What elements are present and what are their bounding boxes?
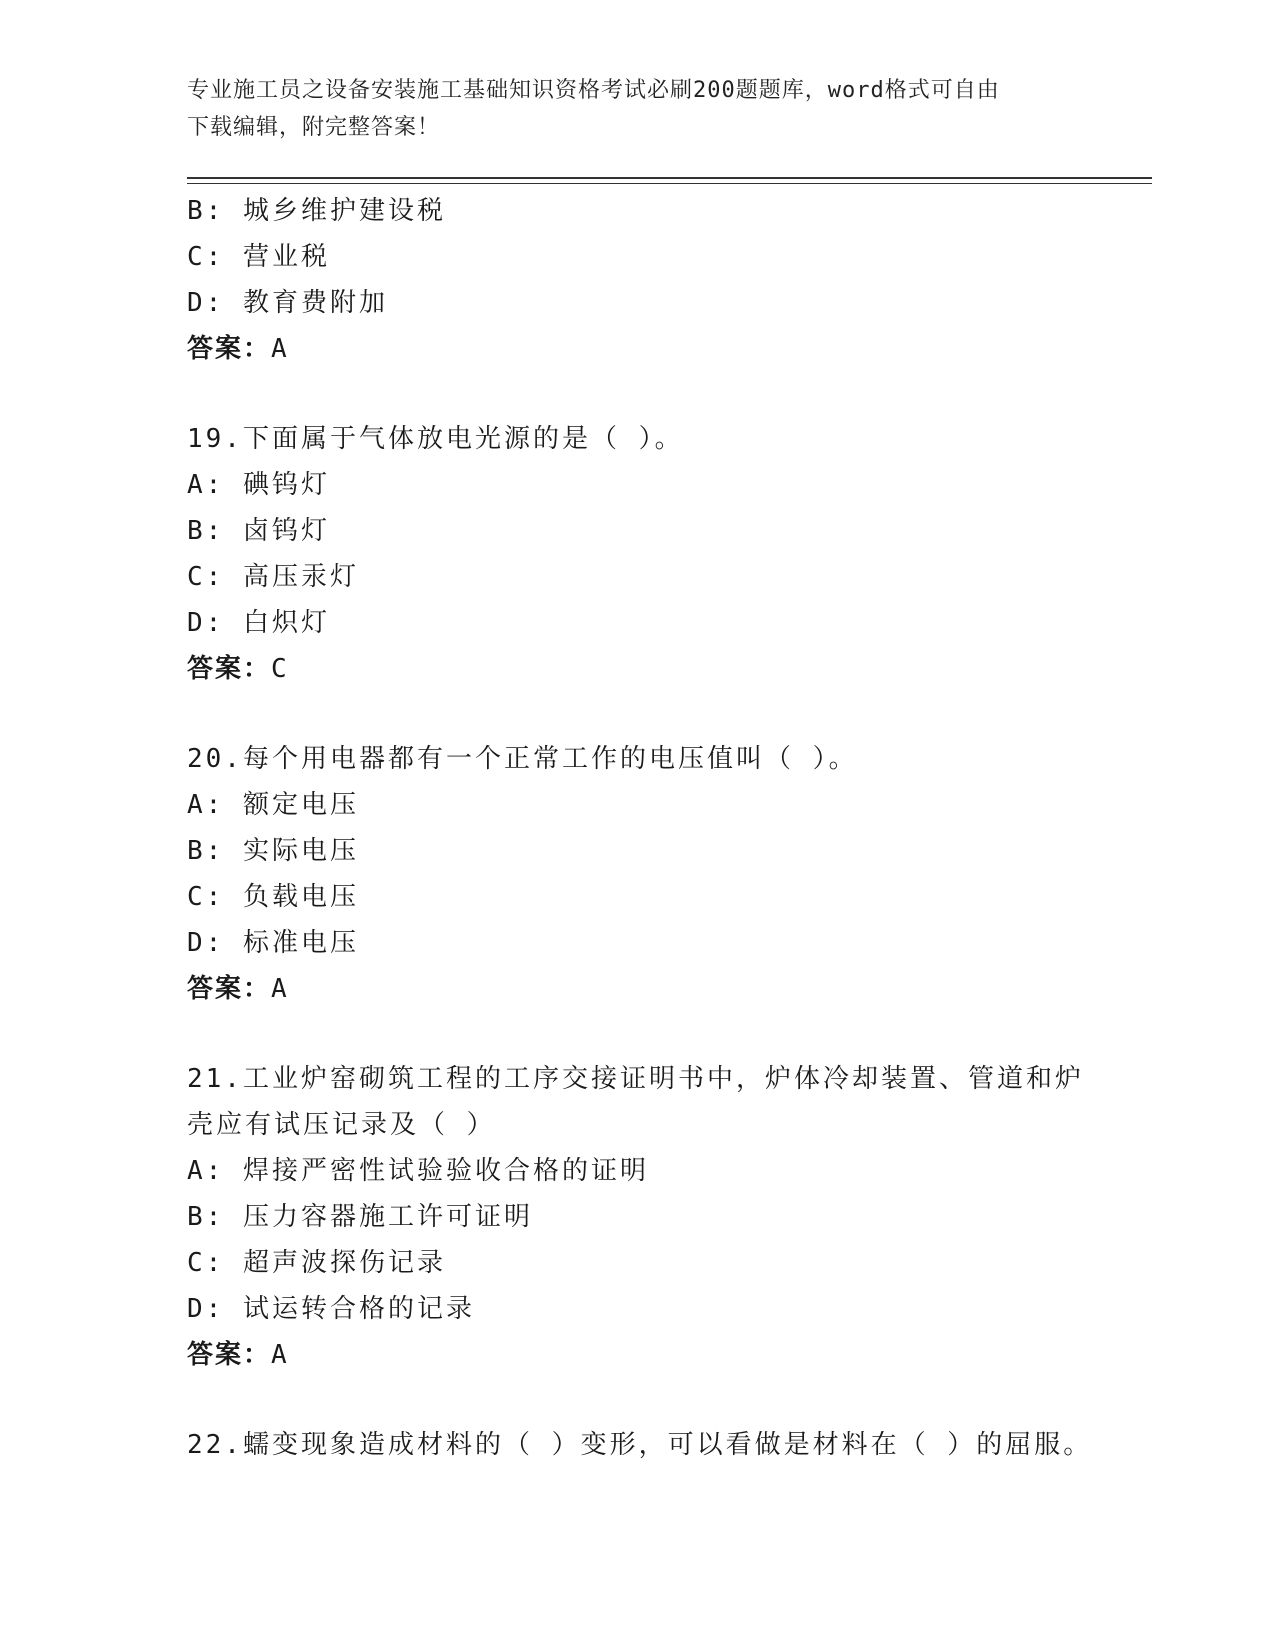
document-header	[187, 72, 1087, 146]
answer-value: C	[271, 654, 290, 684]
answer-value: A	[271, 334, 290, 364]
option-b: B: 城乡维护建设税	[187, 196, 446, 226]
header-divider-thick	[187, 177, 1152, 179]
answer-label: 答案：	[187, 334, 272, 364]
option-b: B: 压力容器施工许可证明	[187, 1202, 533, 1232]
option-c: C: 负载电压	[187, 882, 359, 912]
question-stem: 20.每个用电器都有一个正常工作的电压值叫（ ）。	[187, 744, 858, 774]
option-d: D: 标准电压	[187, 928, 359, 958]
option-c: C: 营业税	[187, 242, 330, 272]
option-d: D: 教育费附加	[187, 288, 388, 318]
answer-line	[187, 326, 1152, 372]
question-21	[187, 1056, 1152, 1378]
header-divider-thin	[187, 183, 1152, 184]
option-a: A: 焊接严密性试验验收合格的证明	[187, 1156, 649, 1186]
spacer	[187, 1378, 1152, 1422]
question-19	[187, 416, 1152, 692]
answer-label: 答案：	[187, 1340, 272, 1370]
spacer	[187, 1012, 1152, 1056]
option-a: A: 额定电压	[187, 790, 359, 820]
question-stem: 19.下面属于气体放电光源的是（ ）。	[187, 424, 684, 454]
question-20	[187, 736, 1152, 1012]
question-stem-line-2: 壳应有试压记录及（ ）	[187, 1110, 496, 1140]
option-d: D: 试运转合格的记录	[187, 1294, 475, 1324]
question-stem-line-1: 21.工业炉窑砌筑工程的工序交接证明书中，炉体冷却装置、管道和炉	[187, 1064, 1084, 1094]
answer-line	[187, 1332, 1152, 1378]
answer-value: A	[271, 1340, 290, 1370]
answer-label: 答案：	[187, 654, 272, 684]
spacer	[187, 372, 1152, 416]
option-d: D: 白炽灯	[187, 608, 330, 638]
header-line-1: 专业施工员之设备安装施工基础知识资格考试必刷200题题库，word格式可自由	[187, 78, 1000, 103]
answer-label: 答案：	[187, 974, 272, 1004]
option-b: B: 卤钨灯	[187, 516, 330, 546]
answer-value: A	[271, 974, 290, 1004]
question-22	[187, 1422, 1152, 1468]
option-c: C: 高压汞灯	[187, 562, 359, 592]
answer-line	[187, 966, 1152, 1012]
question-list	[187, 188, 1152, 1468]
option-c: C: 超声波探伤记录	[187, 1248, 446, 1278]
option-b: B: 实际电压	[187, 836, 359, 866]
header-line-2: 下载编辑，附完整答案！	[187, 115, 441, 140]
question-stem: 22.蠕变现象造成材料的（ ）变形，可以看做是材料在（ ）的屈服。	[187, 1430, 1093, 1460]
answer-line	[187, 646, 1152, 692]
spacer	[187, 692, 1152, 736]
option-a: A: 碘钨灯	[187, 470, 330, 500]
question-18-continued	[187, 188, 1152, 372]
